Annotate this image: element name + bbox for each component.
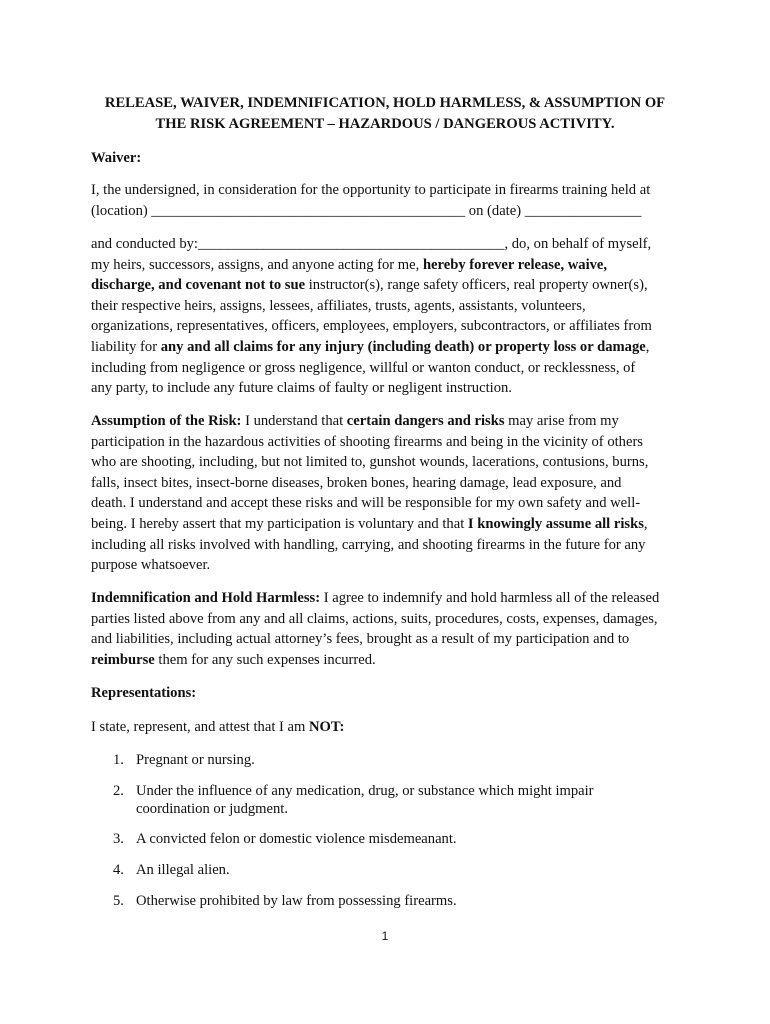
text-line: parties listed above from any and all claims, actions, suits, procedures, costs, expenses, damages, [91, 610, 658, 627]
text-line: my heirs, successors, assigns, and anyone acting for me, hereby forever release, waive, [91, 256, 608, 273]
text-line: including from negligence or gross negligence, willful or wanton conduct, or recklessness, of [91, 359, 636, 376]
indemnification-heading: Indemnification and Hold Harmless: [91, 590, 321, 606]
document-title [70, 93, 700, 135]
text-line: any party, to include any future claims of faulty or negligent instruction. [91, 380, 512, 397]
text-line: reimburse them for any such expenses incurred. [91, 651, 376, 668]
text-line: I, the undersigned, in consideration for the opportunity to participate in firearms training held at [91, 182, 651, 198]
text-line: and conducted by:__________________________________________, do, on behalf of myself, [91, 236, 652, 252]
text-line: Indemnification and Hold Harmless: I agree to indemnify and hold harmless all of the released [91, 590, 660, 606]
text-line: their respective heirs, assigns, lessees, affiliates, trusts, agents, assistants, volunteers, [91, 297, 586, 314]
text-line: discharge, and covenant not to sue instructor(s), range safety officers, real property owner(s), [91, 277, 648, 294]
document-page: RELEASE, WAIVER, INDEMNIFICATION, HOLD HARMLESS, & ASSUMPTION OF THE RISK AGREEMENT – HAZARDOUS / DANGEROUS ACTIVITY. Waiver: I, the undersigned, in consideration for the opportunity to participate in firearms training held at (location) ___________________________________________ on (date) ________________ and conducted by:__________________________________________, do, on behalf of myself, my heirs, successors, assigns, and anyone acting for me, hereby forever release, waive, discharge, and covenant not to sue instructor(s), range safety officers, real property owner(s), their respective heirs, assigns, lessees, affiliates, trusts, agents, assistants, volunteers, organizations, representatives, officers, employees, employers, subcontractors, or affiliates from liability for any and all claims for any injury (including death) or property loss or damage, including from negligence or gross negligence, willful or wanton conduct, or recklessness, of any party, to include any future claims of faulty or negligent instruction. Assumption of the Risk: I understand that certain dangers and risks may arise from my participation in the hazardous activities of shooting firearms and being in the vicinity of others who are shooting, including, but not limited to, gunshot wounds, lacerations, contusions, burns, falls, insect bites, insect-borne diseases, broken bones, hearing damage, lead exposure, and death. I understand and accept these risks and will be responsible for my own safety and well- being. I hereby assert that my participation is voluntary and that I knowingly assume all risks, including all risks involved with handling, carrying, and shooting firearms in the future for any purpose whatsoever. Indemnification and Hold Harmless: I agree to indemnify and hold harmless all of the released parties listed above from any and all claims, actions, suits, procedures, costs, expenses, damages, and liabilities, including actual attorney’s fees, brought as a result of my participation and to reimburse them for any such expenses incurred. Representations: I state, represent, and attest that I am NOT: 1. Pregnant or nursing. 2. Under the influence of any medication, drug, or substance which might impair coordination or judgment. 3. A convicted felon or domestic violence misdemeanant. 4. An illegal alien. 5. Otherwise prohibited by law from possessing firearms. 1 [0, 0, 770, 1024]
assumption-heading: Assumption of the Risk: [91, 413, 242, 429]
representations-heading: Representations: [91, 685, 197, 701]
text-line: liability for any and all claims for any injury (including death) or property loss or damage, [91, 338, 650, 355]
page-number: 1 [381, 929, 389, 943]
waiver-heading: Waiver: [91, 150, 142, 166]
text-line: death. I understand and accept these risks and will be responsible for my own safety and well- [91, 495, 641, 512]
title-line-2: THE RISK AGREEMENT – HAZARDOUS / DANGEROUS ACTIVITY. [155, 116, 615, 132]
waiver-paragraph-2 [91, 234, 691, 399]
assumption-paragraph [91, 411, 691, 576]
text-line: (location) ___________________________________________ on (date) ________________ [91, 202, 642, 219]
text-line: being. I hereby assert that my participation is voluntary and that I knowingly assume all risks, [91, 515, 648, 532]
text-line: and liabilities, including actual attorney’s fees, brought as a result of my participation and to [91, 631, 630, 648]
text-line: purpose whatsoever. [91, 557, 211, 574]
text-line: participation in the hazardous activities of shooting firearms and being in the vicinity of others [91, 433, 643, 450]
text-line: organizations, representatives, officers, employees, employers, subcontractors, or affiliates from [91, 318, 652, 335]
text-line: falls, insect bites, insect-borne diseases, broken bones, hearing damage, lead exposure, and [91, 474, 622, 491]
text-line: Assumption of the Risk: I understand that certain dangers and risks may arise from my [91, 413, 619, 429]
representations-intro: I state, represent, and attest that I am NOT: [91, 719, 345, 735]
title-line-1: RELEASE, WAIVER, INDEMNIFICATION, HOLD HARMLESS, & ASSUMPTION OF [104, 95, 666, 111]
text-line: including all risks involved with handling, carrying, and shooting firearms in the future for any [91, 536, 646, 553]
waiver-paragraph-1 [91, 180, 691, 221]
text-line: who are shooting, including, but not limited to, gunshot wounds, lacerations, contusions, burns, [91, 454, 649, 471]
indemnification-paragraph [91, 588, 691, 670]
